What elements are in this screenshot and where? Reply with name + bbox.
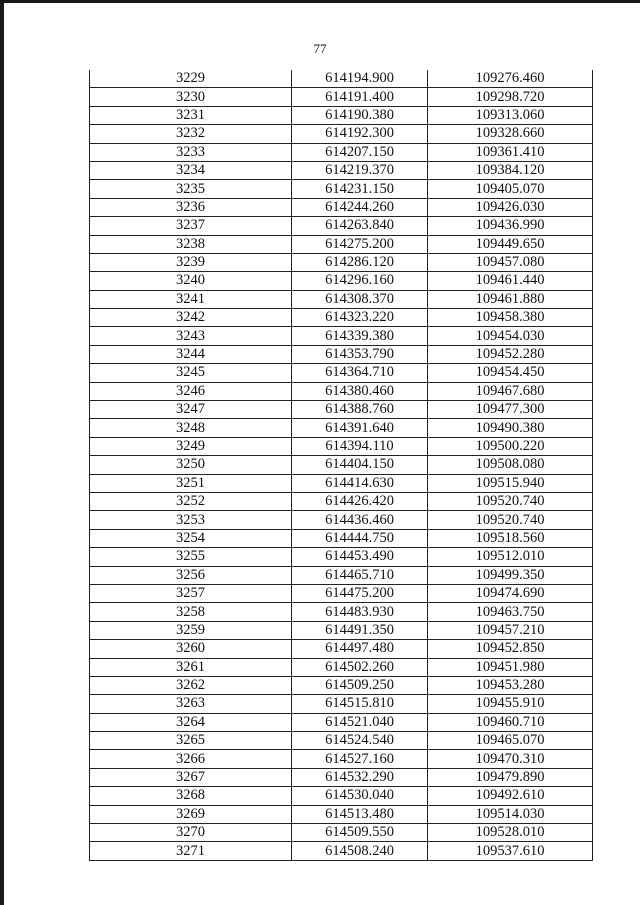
table-row [90,640,593,658]
table-row [90,732,593,750]
y-coordinate-cell: 109457.080 [428,253,593,271]
point-number-cell: 3236 [90,198,292,216]
table-row [90,382,593,400]
point-number-cell: 3255 [90,548,292,566]
x-coordinate-cell: 614192.300 [292,125,428,143]
x-coordinate-cell: 614364.710 [292,364,428,382]
y-coordinate-cell: 109474.690 [428,584,593,602]
x-coordinate-cell: 614190.380 [292,106,428,124]
table-row [90,364,593,382]
x-coordinate-cell: 614444.750 [292,529,428,547]
y-coordinate-cell: 109515.940 [428,474,593,492]
table-row [90,511,593,529]
point-number-cell: 3245 [90,364,292,382]
table-row [90,750,593,768]
scan-border-left [0,0,4,905]
table-row [90,842,593,860]
y-coordinate-cell: 109463.750 [428,603,593,621]
x-coordinate-cell: 614491.350 [292,621,428,639]
x-coordinate-cell: 614207.150 [292,143,428,161]
coordinates-table [89,70,593,861]
table-row [90,584,593,602]
point-number-cell: 3269 [90,805,292,823]
y-coordinate-cell: 109460.710 [428,713,593,731]
y-coordinate-cell: 109384.120 [428,161,593,179]
y-coordinate-cell: 109518.560 [428,529,593,547]
y-coordinate-cell: 109454.450 [428,364,593,382]
y-coordinate-cell: 109465.070 [428,732,593,750]
x-coordinate-cell: 614515.810 [292,695,428,713]
table-row [90,768,593,786]
point-number-cell: 3240 [90,272,292,290]
point-number-cell: 3262 [90,676,292,694]
y-coordinate-cell: 109492.610 [428,787,593,805]
point-number-cell: 3229 [90,70,292,88]
y-coordinate-cell: 109477.300 [428,401,593,419]
x-coordinate-cell: 614275.200 [292,235,428,253]
x-coordinate-cell: 614465.710 [292,566,428,584]
y-coordinate-cell: 109467.680 [428,382,593,400]
x-coordinate-cell: 614296.160 [292,272,428,290]
y-coordinate-cell: 109461.880 [428,290,593,308]
y-coordinate-cell: 109500.220 [428,437,593,455]
y-coordinate-cell: 109361.410 [428,143,593,161]
table-row [90,695,593,713]
x-coordinate-cell: 614404.150 [292,456,428,474]
x-coordinate-cell: 614263.840 [292,217,428,235]
y-coordinate-cell: 109520.740 [428,492,593,510]
x-coordinate-cell: 614532.290 [292,768,428,786]
x-coordinate-cell: 614353.790 [292,345,428,363]
x-coordinate-cell: 614388.760 [292,401,428,419]
y-coordinate-cell: 109298.720 [428,88,593,106]
point-number-cell: 3270 [90,824,292,842]
point-number-cell: 3259 [90,621,292,639]
point-number-cell: 3264 [90,713,292,731]
y-coordinate-cell: 109436.990 [428,217,593,235]
table-row [90,548,593,566]
y-coordinate-cell: 109455.910 [428,695,593,713]
y-coordinate-cell: 109328.660 [428,125,593,143]
point-number-cell: 3268 [90,787,292,805]
point-number-cell: 3246 [90,382,292,400]
y-coordinate-cell: 109426.030 [428,198,593,216]
point-number-cell: 3267 [90,768,292,786]
table-row [90,235,593,253]
point-number-cell: 3265 [90,732,292,750]
y-coordinate-cell: 109457.210 [428,621,593,639]
point-number-cell: 3266 [90,750,292,768]
y-coordinate-cell: 109451.980 [428,658,593,676]
x-coordinate-cell: 614219.370 [292,161,428,179]
point-number-cell: 3263 [90,695,292,713]
x-coordinate-cell: 614524.540 [292,732,428,750]
y-coordinate-cell: 109453.280 [428,676,593,694]
x-coordinate-cell: 614244.260 [292,198,428,216]
point-number-cell: 3250 [90,456,292,474]
x-coordinate-cell: 614530.040 [292,787,428,805]
x-coordinate-cell: 614414.630 [292,474,428,492]
point-number-cell: 3238 [90,235,292,253]
table-row [90,492,593,510]
table-row [90,401,593,419]
x-coordinate-cell: 614380.460 [292,382,428,400]
table-row [90,437,593,455]
y-coordinate-cell: 109276.460 [428,70,593,88]
y-coordinate-cell: 109452.280 [428,345,593,363]
table-row [90,125,593,143]
point-number-cell: 3247 [90,401,292,419]
y-coordinate-cell: 109405.070 [428,180,593,198]
table-row [90,658,593,676]
x-coordinate-cell: 614521.040 [292,713,428,731]
x-coordinate-cell: 614426.420 [292,492,428,510]
table-row [90,419,593,437]
y-coordinate-cell: 109512.010 [428,548,593,566]
point-number-cell: 3257 [90,584,292,602]
point-number-cell: 3256 [90,566,292,584]
x-coordinate-cell: 614323.220 [292,309,428,327]
point-number-cell: 3230 [90,88,292,106]
x-coordinate-cell: 614453.490 [292,548,428,566]
point-number-cell: 3243 [90,327,292,345]
point-number-cell: 3235 [90,180,292,198]
y-coordinate-cell: 109449.650 [428,235,593,253]
x-coordinate-cell: 614339.380 [292,327,428,345]
table-row [90,713,593,731]
x-coordinate-cell: 614191.400 [292,88,428,106]
table-row [90,787,593,805]
point-number-cell: 3258 [90,603,292,621]
point-number-cell: 3233 [90,143,292,161]
x-coordinate-cell: 614483.930 [292,603,428,621]
y-coordinate-cell: 109508.080 [428,456,593,474]
page-number: 77 [313,41,327,56]
table-row [90,456,593,474]
y-coordinate-cell: 109520.740 [428,511,593,529]
scan-border-top [0,0,640,3]
table-row [90,180,593,198]
table-row [90,290,593,308]
point-number-cell: 3244 [90,345,292,363]
x-coordinate-cell: 614308.370 [292,290,428,308]
y-coordinate-cell: 109490.380 [428,419,593,437]
table-row [90,824,593,842]
point-number-cell: 3261 [90,658,292,676]
y-coordinate-cell: 109452.850 [428,640,593,658]
y-coordinate-cell: 109313.060 [428,106,593,124]
table-row [90,272,593,290]
x-coordinate-cell: 614527.160 [292,750,428,768]
point-number-cell: 3248 [90,419,292,437]
point-number-cell: 3254 [90,529,292,547]
y-coordinate-cell: 109528.010 [428,824,593,842]
table-row [90,217,593,235]
y-coordinate-cell: 109470.310 [428,750,593,768]
table-row [90,143,593,161]
y-coordinate-cell: 109499.350 [428,566,593,584]
point-number-cell: 3234 [90,161,292,179]
table-body [90,70,593,860]
x-coordinate-cell: 614391.640 [292,419,428,437]
x-coordinate-cell: 614475.200 [292,584,428,602]
table-row [90,345,593,363]
table-row [90,88,593,106]
table-row [90,621,593,639]
table-row [90,805,593,823]
table-row [90,676,593,694]
x-coordinate-cell: 614231.150 [292,180,428,198]
point-number-cell: 3242 [90,309,292,327]
point-number-cell: 3271 [90,842,292,860]
point-number-cell: 3252 [90,492,292,510]
x-coordinate-cell: 614513.480 [292,805,428,823]
point-number-cell: 3253 [90,511,292,529]
y-coordinate-cell: 109461.440 [428,272,593,290]
x-coordinate-cell: 614286.120 [292,253,428,271]
table-row [90,566,593,584]
table-row [90,309,593,327]
table-row [90,106,593,124]
x-coordinate-cell: 614394.110 [292,437,428,455]
x-coordinate-cell: 614436.460 [292,511,428,529]
table-row [90,474,593,492]
y-coordinate-cell: 109537.610 [428,842,593,860]
y-coordinate-cell: 109454.030 [428,327,593,345]
point-number-cell: 3239 [90,253,292,271]
point-number-cell: 3237 [90,217,292,235]
y-coordinate-cell: 109458.380 [428,309,593,327]
table-row [90,529,593,547]
table-row [90,253,593,271]
x-coordinate-cell: 614502.260 [292,658,428,676]
x-coordinate-cell: 614508.240 [292,842,428,860]
x-coordinate-cell: 614194.900 [292,70,428,88]
point-number-cell: 3241 [90,290,292,308]
table-row [90,161,593,179]
x-coordinate-cell: 614497.480 [292,640,428,658]
point-number-cell: 3260 [90,640,292,658]
table-row [90,70,593,88]
y-coordinate-cell: 109479.890 [428,768,593,786]
table-row [90,198,593,216]
table-row [90,327,593,345]
y-coordinate-cell: 109514.030 [428,805,593,823]
point-number-cell: 3251 [90,474,292,492]
x-coordinate-cell: 614509.250 [292,676,428,694]
table-row [90,603,593,621]
x-coordinate-cell: 614509.550 [292,824,428,842]
point-number-cell: 3231 [90,106,292,124]
point-number-cell: 3249 [90,437,292,455]
point-number-cell: 3232 [90,125,292,143]
